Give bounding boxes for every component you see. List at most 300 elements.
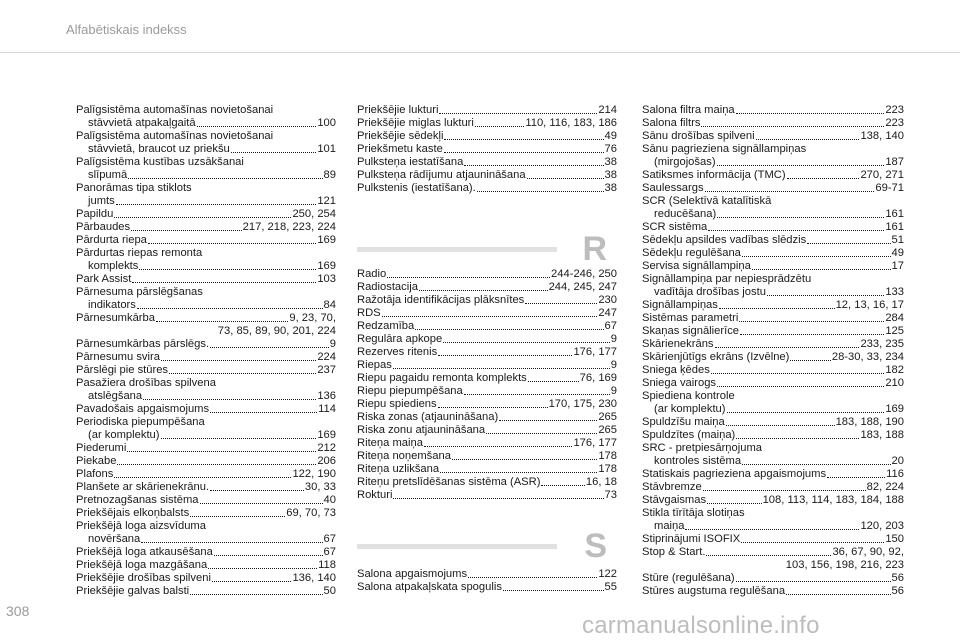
leader-dots — [707, 503, 762, 504]
leader-dots — [127, 451, 316, 452]
index-entry — [357, 450, 617, 463]
index-entry-pages: 116 — [886, 468, 904, 480]
index-entry-pages: 55 — [604, 581, 617, 593]
leader-dots — [706, 555, 831, 556]
index-entry — [642, 481, 904, 494]
index-entry-term: Sniega vairogs — [642, 377, 717, 389]
page-number: 308 — [6, 603, 30, 619]
index-entry-pages: 67 — [323, 546, 336, 558]
index-entry-term: kontroles sistēma — [654, 455, 742, 467]
leader-dots — [132, 282, 316, 283]
leader-dots — [393, 368, 610, 369]
leader-dots — [477, 191, 604, 192]
index-entry-term: Palīgsistēma automašīnas novietošanai — [76, 130, 274, 142]
leader-dots — [464, 394, 610, 395]
index-entry-pages: 150 — [885, 533, 904, 545]
index-entry-pages: 161 — [885, 208, 904, 220]
index-entry — [76, 559, 336, 572]
index-entry-term: atslēgšana — [88, 390, 143, 402]
index-entry — [76, 546, 336, 559]
index-entry-pages: 76 — [604, 143, 617, 155]
leader-dots — [143, 399, 316, 400]
index-entry — [642, 494, 904, 507]
index-entry-term: Riepu pagaidu remonta komplekts — [357, 372, 527, 384]
index-entry-pages: 9 — [610, 385, 617, 397]
index-entry-pages: 76, 169 — [579, 372, 617, 384]
index-entry-term: (ar komplektu) — [88, 429, 160, 441]
index-entry-pages: 28-30, 33, 234 — [831, 351, 904, 363]
leader-dots — [440, 472, 597, 473]
leader-dots — [715, 347, 860, 348]
index-entry-term: Skārienjūtīgs ekrāns (Izvēlne) — [642, 351, 790, 363]
index-column-1 — [76, 104, 336, 598]
index-entry — [642, 403, 904, 416]
leader-dots — [114, 477, 291, 478]
leader-dots — [705, 191, 875, 192]
index-entry-pages: 206 — [317, 455, 336, 467]
index-entry-term: (ar komplektu) — [654, 403, 726, 415]
index-entry-term: vadītāja drošības jostu — [654, 286, 766, 298]
index-entry-term: Skaņas signālierīce — [642, 325, 740, 337]
index-entry-pages: 38 — [604, 182, 617, 194]
index-entry — [642, 169, 904, 182]
index-entry — [642, 338, 904, 351]
leader-dots — [685, 529, 859, 530]
index-entry-term: Redzamība — [357, 320, 415, 332]
index-entry-term: jumts — [88, 195, 115, 207]
index-entry-term: Priekšējā loga mazgāšana — [76, 559, 208, 571]
leader-dots — [210, 412, 317, 413]
index-entry-term: SCR sistēma — [642, 221, 708, 233]
index-entry-pages: 265 — [598, 411, 617, 423]
index-entry-term: Riteņa uzlikšana — [357, 463, 440, 475]
index-entry-term: Spuldzītes (maiņa) — [642, 429, 736, 441]
index-entry — [76, 429, 336, 442]
index-entry-pages: 182 — [885, 364, 904, 376]
index-entry-pages: 247 — [598, 307, 617, 319]
index-entry-pages: 51 — [891, 234, 904, 246]
index-entry-term: Sēdekļu apsildes vadības slēdzis — [642, 234, 807, 246]
index-entry — [357, 169, 617, 182]
index-entry — [642, 182, 904, 195]
index-entry — [357, 307, 617, 320]
index-entry-term: Sniega ķēdes — [642, 364, 710, 376]
index-entry — [357, 156, 617, 169]
index-entry-pages: 183, 188, 190 — [835, 416, 904, 428]
leader-dots — [444, 139, 603, 140]
leader-dots — [717, 165, 885, 166]
index-entry — [642, 429, 904, 442]
index-entry — [76, 208, 336, 221]
index-entry-pages: 237 — [317, 364, 336, 376]
index-entry-pages: 100 — [317, 117, 336, 129]
index-entry-term: Stikla tīrītāja slotiņas — [642, 507, 745, 519]
leader-dots — [137, 308, 323, 309]
index-entry-term: Salona atpakaļskata spogulis — [357, 581, 502, 593]
leader-dots — [393, 498, 603, 499]
index-entry-pages-continued: 73, 85, 89, 90, 201, 224 — [217, 325, 336, 337]
index-entry-pages: 133 — [885, 286, 904, 298]
index-entry-term: reducēšana) — [654, 208, 717, 220]
leader-dots — [139, 269, 316, 270]
index-entry — [357, 182, 617, 195]
index-entry — [357, 489, 617, 502]
section-r-rule — [357, 247, 557, 252]
index-entry — [642, 533, 904, 546]
leader-dots — [208, 568, 317, 569]
index-entry-pages: 169 — [885, 403, 904, 415]
index-entry-pages: 12, 13, 16, 17 — [835, 299, 904, 311]
index-entry-term: Riepu spiediens — [357, 398, 437, 410]
index-entry-pages: 73 — [604, 489, 617, 501]
index-entry-pages: 212 — [317, 442, 336, 454]
leader-dots — [708, 230, 884, 231]
index-entry — [642, 312, 904, 325]
index-entry-pages: 38 — [604, 156, 617, 168]
index-entry-term: SRC - pretpiesārņojuma — [642, 442, 763, 454]
index-entry-term: Pasažiera drošības spilvena — [76, 377, 216, 389]
index-entry — [642, 546, 904, 559]
leader-dots — [141, 542, 322, 543]
index-entry-pages: 56 — [891, 572, 904, 584]
leader-dots — [499, 420, 597, 421]
index-entry-pages: 233, 235 — [860, 338, 904, 350]
leader-dots — [443, 342, 610, 343]
index-entry — [357, 411, 617, 424]
index-entry-pages: 125 — [885, 325, 904, 337]
index-entry — [642, 286, 904, 299]
index-entry-term: Pretnozagšanas sistēma — [76, 494, 199, 506]
index-entry-term: Rokturi — [357, 489, 393, 501]
index-entry-pages: 161 — [885, 221, 904, 233]
index-entry-term: Riska zonas (atjaunināšana) — [357, 411, 499, 423]
index-entry-term: Priekšējie galvas balsti — [76, 585, 190, 597]
index-entry — [642, 572, 904, 585]
index-entry-pages: 284 — [885, 312, 904, 324]
index-entry-pages: 265 — [598, 424, 617, 436]
leader-dots — [114, 217, 291, 218]
leader-dots — [200, 503, 323, 504]
index-entry-pages-continued: 103, 156, 198, 216, 223 — [785, 559, 904, 571]
leader-dots — [752, 269, 891, 270]
index-entry — [642, 208, 904, 221]
index-entry-pages: 170, 175, 230 — [548, 398, 617, 410]
index-entry-term: Stāvbremze — [642, 481, 702, 493]
index-entry — [357, 424, 617, 437]
index-entry — [357, 294, 617, 307]
page-header-title: Alfabētiskais indekss — [66, 22, 187, 37]
index-entry-term: Sistēmas parametri — [642, 312, 739, 324]
index-entry-pages: 108, 113, 114, 183, 184, 188 — [762, 494, 904, 506]
index-entry-term: Sēdekļu regulēšana — [642, 247, 741, 259]
leader-dots — [703, 490, 866, 491]
index-entry-term: Servisa signāllampiņa — [642, 260, 751, 272]
index-entry-term: Salona filtra maiņa — [642, 104, 735, 116]
index-entry-term: Pārbaudes — [76, 221, 131, 233]
index-entry-pages: 214 — [598, 104, 617, 116]
index-entry — [642, 377, 904, 390]
index-entry-term: Salona apgaismojums — [357, 568, 468, 580]
index-entry-term: Regulāra apkope — [357, 333, 443, 345]
index-entry — [357, 333, 617, 346]
index-entry-term: Riteņu pretslīdēšanas sistēma (ASR) — [357, 476, 541, 488]
index-column-2-p — [357, 104, 617, 195]
index-entry-pages: 101 — [317, 143, 336, 155]
index-entry-pages: 84 — [323, 299, 336, 311]
index-entry-pages: 244, 245, 247 — [548, 281, 617, 293]
leader-dots — [190, 594, 322, 595]
index-entry-term: Rezerves ritenis — [357, 346, 438, 358]
leader-dots — [214, 555, 323, 556]
index-entry — [642, 585, 904, 598]
leader-dots — [541, 485, 584, 486]
index-entry — [642, 247, 904, 260]
index-entry-term: Spuldzīšu maiņa — [642, 416, 725, 428]
index-entry-term: Saulessargs — [642, 182, 704, 194]
index-entry-term: Priekšmetu kaste — [357, 143, 443, 155]
index-entry-term: Ražotāja identifikācijas plāksnītes — [357, 294, 525, 306]
index-entry-pages: 183, 188 — [860, 429, 904, 441]
index-entry-pages: 114 — [318, 403, 336, 415]
index-entry-pages: 136 — [317, 390, 336, 402]
index-entry-pages: 67 — [323, 533, 336, 545]
index-entry — [76, 234, 336, 247]
leader-dots — [156, 321, 288, 322]
index-entry — [357, 320, 617, 333]
index-entry — [76, 507, 336, 520]
index-entry-pages: 9 — [329, 338, 336, 350]
index-entry-term: Pārslēgi pie stūres — [76, 364, 169, 376]
index-entry — [76, 143, 336, 156]
index-entry — [357, 581, 617, 594]
index-entry-term: Priekšējie miglas lukturi — [357, 117, 474, 129]
leader-dots — [741, 542, 884, 543]
leader-dots — [439, 113, 597, 114]
index-entry-term: RDS — [357, 307, 381, 319]
index-entry-pages: 82, 224 — [866, 481, 904, 493]
index-entry — [76, 442, 336, 455]
index-entry-pages: 49 — [604, 130, 617, 142]
index-entry-pages: 136, 140 — [292, 572, 336, 584]
index-entry-pages: 69, 70, 73 — [286, 507, 336, 519]
index-entry-term: Sānu drošības spilveni — [642, 130, 755, 142]
index-entry-pages: 169 — [317, 234, 336, 246]
index-entry — [76, 338, 336, 351]
index-entry-pages: 30, 33 — [304, 481, 336, 493]
index-entry-term: Pulksteņa iestatīšana — [357, 156, 464, 168]
index-entry-term: Skārienekrāns — [642, 338, 714, 350]
leader-dots — [525, 303, 597, 304]
index-entry-term: Radiostacija — [357, 281, 418, 293]
index-entry-term: Priekšējie sēdekļi — [357, 130, 444, 142]
index-entry-pages: 122 — [598, 568, 617, 580]
index-entry-term: Statiskais pagrieziena apgaismojums — [642, 468, 827, 480]
index-entry-term: SCR (Selektīvā katalītiskā — [642, 195, 772, 207]
index-entry-term: Priekšējais elkoņbalsts — [76, 507, 190, 519]
index-entry-pages: 244-246, 250 — [551, 268, 617, 280]
index-entry — [357, 385, 617, 398]
leader-dots — [827, 477, 885, 478]
leader-dots — [415, 329, 603, 330]
index-entry-term: Planšete ar skārienekrānu. — [76, 481, 210, 493]
leader-dots — [486, 433, 597, 434]
index-entry — [642, 234, 904, 247]
index-entry — [357, 476, 617, 489]
index-entry-term: (mirgojošas) — [654, 156, 716, 168]
index-entry-term: Papildu — [76, 208, 114, 220]
index-entry — [76, 364, 336, 377]
section-r-letter: R — [582, 230, 607, 268]
leader-dots — [717, 217, 884, 218]
leader-dots — [212, 581, 292, 582]
leader-dots — [717, 386, 884, 387]
index-entry — [76, 403, 336, 416]
index-entry-pages: 118 — [318, 559, 336, 571]
index-entry-pages: 40 — [323, 494, 336, 506]
index-entry-pages: 230 — [598, 294, 617, 306]
index-entry-pages: 169 — [317, 429, 336, 441]
index-entry — [642, 104, 904, 117]
index-entry-term: Salona filtrs — [642, 117, 701, 129]
index-entry — [642, 130, 904, 143]
index-entry — [357, 398, 617, 411]
index-entry-pages: 122, 190 — [292, 468, 336, 480]
index-entry — [357, 568, 617, 581]
leader-dots — [756, 139, 860, 140]
index-entry — [76, 390, 336, 403]
index-entry-term: Stop & Start. — [642, 546, 706, 558]
index-entry — [76, 312, 336, 325]
index-entry-term: komplekts — [88, 260, 139, 272]
index-column-3 — [642, 104, 904, 598]
leader-dots — [382, 316, 598, 317]
index-entry-term: Panorāmas tipa stiklots — [76, 182, 192, 194]
index-entry-pages: 223 — [885, 104, 904, 116]
index-entry — [357, 281, 617, 294]
index-entry-term: Riteņa noņemšana — [357, 450, 451, 462]
index-entry — [642, 520, 904, 533]
index-entry-term: Priekšējie lukturi — [357, 104, 439, 116]
leader-dots — [736, 113, 885, 114]
index-entry-pages: 210 — [885, 377, 904, 389]
index-entry-term: Priekšējā loga atkausēšana — [76, 546, 213, 558]
leader-dots — [148, 243, 316, 244]
index-entry — [76, 195, 336, 208]
index-entry-term: Signāllampiņa par nepiesprādzētu — [642, 273, 812, 285]
leader-dots — [468, 577, 597, 578]
leader-dots — [438, 355, 572, 356]
index-entry — [642, 299, 904, 312]
index-entry-pages: 138, 140 — [860, 130, 904, 142]
index-entry-pages: 16, 18 — [585, 476, 617, 488]
leader-dots — [528, 381, 579, 382]
section-s-rule — [357, 544, 557, 549]
index-entry-term: novēršana — [88, 533, 141, 545]
leader-dots — [807, 243, 890, 244]
index-entry-term: Pārdurtas riepas remonta — [76, 247, 203, 259]
index-entry-pages: 224 — [317, 351, 336, 363]
index-entry — [76, 585, 336, 598]
index-entry — [357, 268, 617, 281]
index-entry — [76, 273, 336, 286]
section-s-heading — [357, 529, 607, 573]
index-entry-term: maiņa — [654, 520, 685, 532]
index-entry — [357, 463, 617, 476]
leader-dots — [739, 321, 884, 322]
leader-dots — [438, 407, 548, 408]
index-entry — [357, 117, 617, 130]
index-entry-pages: 69-71 — [875, 182, 904, 194]
leader-dots — [419, 290, 548, 291]
index-entry — [642, 364, 904, 377]
index-entry-pages: 20 — [891, 455, 904, 467]
index-entry — [642, 260, 904, 273]
index-entry-pages: 270, 271 — [860, 169, 904, 181]
index-column-2-r — [357, 268, 617, 502]
index-entry — [642, 156, 904, 169]
leader-dots — [740, 334, 884, 335]
index-entry — [76, 351, 336, 364]
index-entry-term: Riteņa maiņa — [357, 437, 423, 449]
leader-dots — [424, 446, 573, 447]
leader-dots — [527, 178, 604, 179]
index-entry — [357, 104, 617, 117]
index-entry-term: Piekabe — [76, 455, 117, 467]
index-entry-term: Stūres augstuma regulēšana — [642, 585, 786, 597]
leader-dots — [131, 230, 242, 231]
index-entry-term: Sānu pagrieziena signāllampiņas — [642, 143, 807, 155]
index-entry-term: stāvvietā atpakaļgaitā — [88, 117, 196, 129]
index-entry-term: Pārnesumu svira — [76, 351, 160, 363]
index-entry-term: Palīgsistēma kustības uzsākšanai — [76, 156, 244, 168]
leader-dots — [197, 126, 317, 127]
index-entry-pages: 9 — [610, 333, 617, 345]
index-column-2-s — [357, 568, 617, 594]
index-entry-pages: 89 — [323, 169, 336, 181]
index-entry — [76, 572, 336, 585]
index-entry-pages: 17 — [891, 260, 904, 272]
leader-dots — [444, 152, 604, 153]
index-entry-pages: 223 — [885, 117, 904, 129]
index-entry-pages: 9 — [610, 359, 617, 371]
leader-dots — [169, 373, 316, 374]
leader-dots — [210, 347, 329, 348]
index-entry-pages: 187 — [885, 156, 904, 168]
leader-dots — [711, 373, 885, 374]
index-entry-pages: 9, 23, 70, — [289, 312, 336, 324]
index-entry — [76, 169, 336, 182]
leader-dots — [161, 360, 316, 361]
index-entry-term: Pārnesuma pārslēgšanas — [76, 286, 203, 298]
index-entry-pages: 67 — [604, 320, 617, 332]
index-entry-pages: 38 — [604, 169, 617, 181]
leader-dots — [464, 165, 603, 166]
header-divider — [0, 52, 960, 53]
index-entry — [642, 351, 904, 364]
leader-dots — [116, 204, 317, 205]
leader-dots — [736, 438, 859, 439]
index-entry — [642, 455, 904, 468]
index-entry — [76, 299, 336, 312]
index-entry-term: stāvvietā, braucot uz priekšu — [88, 143, 230, 155]
index-entry — [357, 359, 617, 372]
index-entry — [357, 437, 617, 450]
index-entry-pages: 50 — [323, 585, 336, 597]
section-s-letter: S — [584, 527, 607, 565]
index-entry-term: Riepas — [357, 359, 392, 371]
index-entry-pages: 176, 177 — [573, 437, 617, 449]
index-entry-pages: 178 — [598, 463, 617, 475]
